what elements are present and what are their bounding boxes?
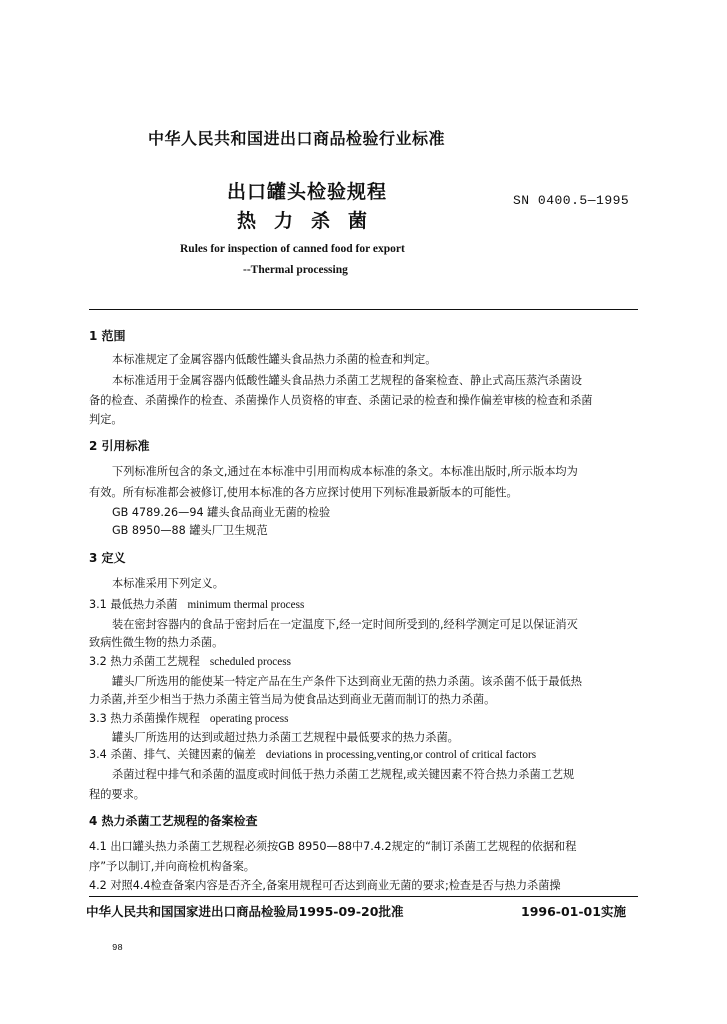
header-divider [89, 309, 638, 310]
page-number: 98 [112, 943, 123, 953]
section-1-paragraph-2-line-1: 本标准适用于金属容器内低酸性罐头食品热力杀菌工艺规程的备案检查、静止式高压蒸汽杀菌设 [112, 374, 582, 387]
section-3-intro: 本标准采用下列定义。 [112, 577, 224, 590]
issuing-body-title: 中华人民共和国进出口商品检验行业标准 [148, 129, 446, 148]
definition-3-1-text-line-1: 装在密封容器内的食品于密封后在一定温度下,经一定时间所受到的,经科学测定可足以保证消灭 [112, 618, 578, 631]
section-1-heading: 1 范围 [89, 329, 126, 343]
definition-3-3-english: operating process [209, 713, 289, 725]
section-1-paragraph-2-line-2: 备的检查、杀菌操作的检查、杀菌操作人员资格的审查、杀菌记录的检查和操作偏差审核的检查和杀菌 [89, 394, 593, 407]
definition-3-4-text-line-1: 杀菌过程中排气和杀菌的温度或时间低于热力杀菌工艺规程,或关键因素不符合热力杀菌工艺规 [112, 768, 575, 781]
definition-3-1-text-line-2: 致病性微生物的热力杀菌。 [89, 636, 224, 649]
section-1-paragraph-2-line-3: 判定。 [89, 413, 123, 426]
clause-4-1-line-2: 序”予以制订,并向商检机构备案。 [89, 860, 255, 873]
definition-3-4-text-line-2: 程的要求。 [89, 788, 145, 801]
definition-3-1-term [89, 596, 304, 612]
definition-3-3-term [89, 710, 288, 726]
definition-3-2-term [89, 653, 291, 669]
section-1-paragraph-1: 本标准规定了金属容器内低酸性罐头食品热力杀菌的检查和判定。 [112, 353, 437, 366]
referenced-standard-2: GB 8950—88 罐头厂卫生规范 [112, 524, 268, 537]
standard-subtitle: 热力杀菌 [237, 210, 386, 232]
english-title: Rules for inspection of canned food for export [180, 243, 405, 255]
implementation-date: 1996-01-01实施 [521, 904, 626, 919]
definition-3-1-chinese: 3.1 最低热力杀菌 [89, 598, 178, 611]
definition-3-4-chinese: 3.4 杀菌、排气、关键因素的偏差 [89, 748, 256, 761]
definition-3-2-text-line-1: 罐头厂所选用的能使某一特定产品在生产条件下达到商业无菌的热力杀菌。该杀菌不低于最低热 [112, 675, 582, 688]
clause-4-2-line-1: 4.2 对照4.4检查备案内容是否齐全,备案用规程可否达到商业无菌的要求;检查是否与热力杀菌操 [89, 879, 561, 892]
clause-4-1-line-1: 4.1 出口罐头热力杀菌工艺规程必须按GB 8950—88中7.4.2规定的“制订杀菌工艺规程的依据和程 [89, 840, 577, 853]
footer-divider [89, 896, 638, 897]
definition-3-1-english: minimum thermal process [187, 599, 305, 611]
english-subtitle: --Thermal processing [243, 264, 348, 276]
definition-3-4-term [89, 746, 536, 762]
section-2-paragraph-line-1: 下列标准所包含的条文,通过在本标准中引用而构成本标准的条文。本标准出版时,所示版本均为 [112, 465, 578, 478]
standard-code: SN 0400.5—1995 [513, 193, 630, 208]
standard-title: 出口罐头检验规程 [227, 181, 388, 203]
definition-3-2-english: scheduled process [209, 656, 291, 668]
section-2-heading: 2 引用标准 [89, 439, 150, 453]
section-2-paragraph-line-2: 有效。所有标准都会被修订,使用本标准的各方应探讨使用下列标准最新版本的可能性。 [89, 486, 518, 499]
definition-3-2-text-line-2: 力杀菌,并至少相当于热力杀菌主管当局为使食品达到商业无菌而制订的热力杀菌。 [89, 693, 496, 706]
approval-date: 中华人民共和国国家进出口商品检验局1995-09-20批准 [86, 904, 404, 919]
referenced-standard-1: GB 4789.26—94 罐头食品商业无菌的检验 [112, 506, 331, 519]
definition-3-4-english: deviations in processing,venting,or control of critical factors [265, 749, 537, 761]
definition-3-2-chinese: 3.2 热力杀菌工艺规程 [89, 655, 200, 668]
section-3-heading: 3 定义 [89, 551, 126, 565]
section-4-heading: 4 热力杀菌工艺规程的备案检查 [89, 814, 258, 828]
definition-3-3-text: 罐头厂所选用的达到或超过热力杀菌工艺规程中最低要求的热力杀菌。 [112, 731, 459, 744]
definition-3-3-chinese: 3.3 热力杀菌操作规程 [89, 712, 200, 725]
